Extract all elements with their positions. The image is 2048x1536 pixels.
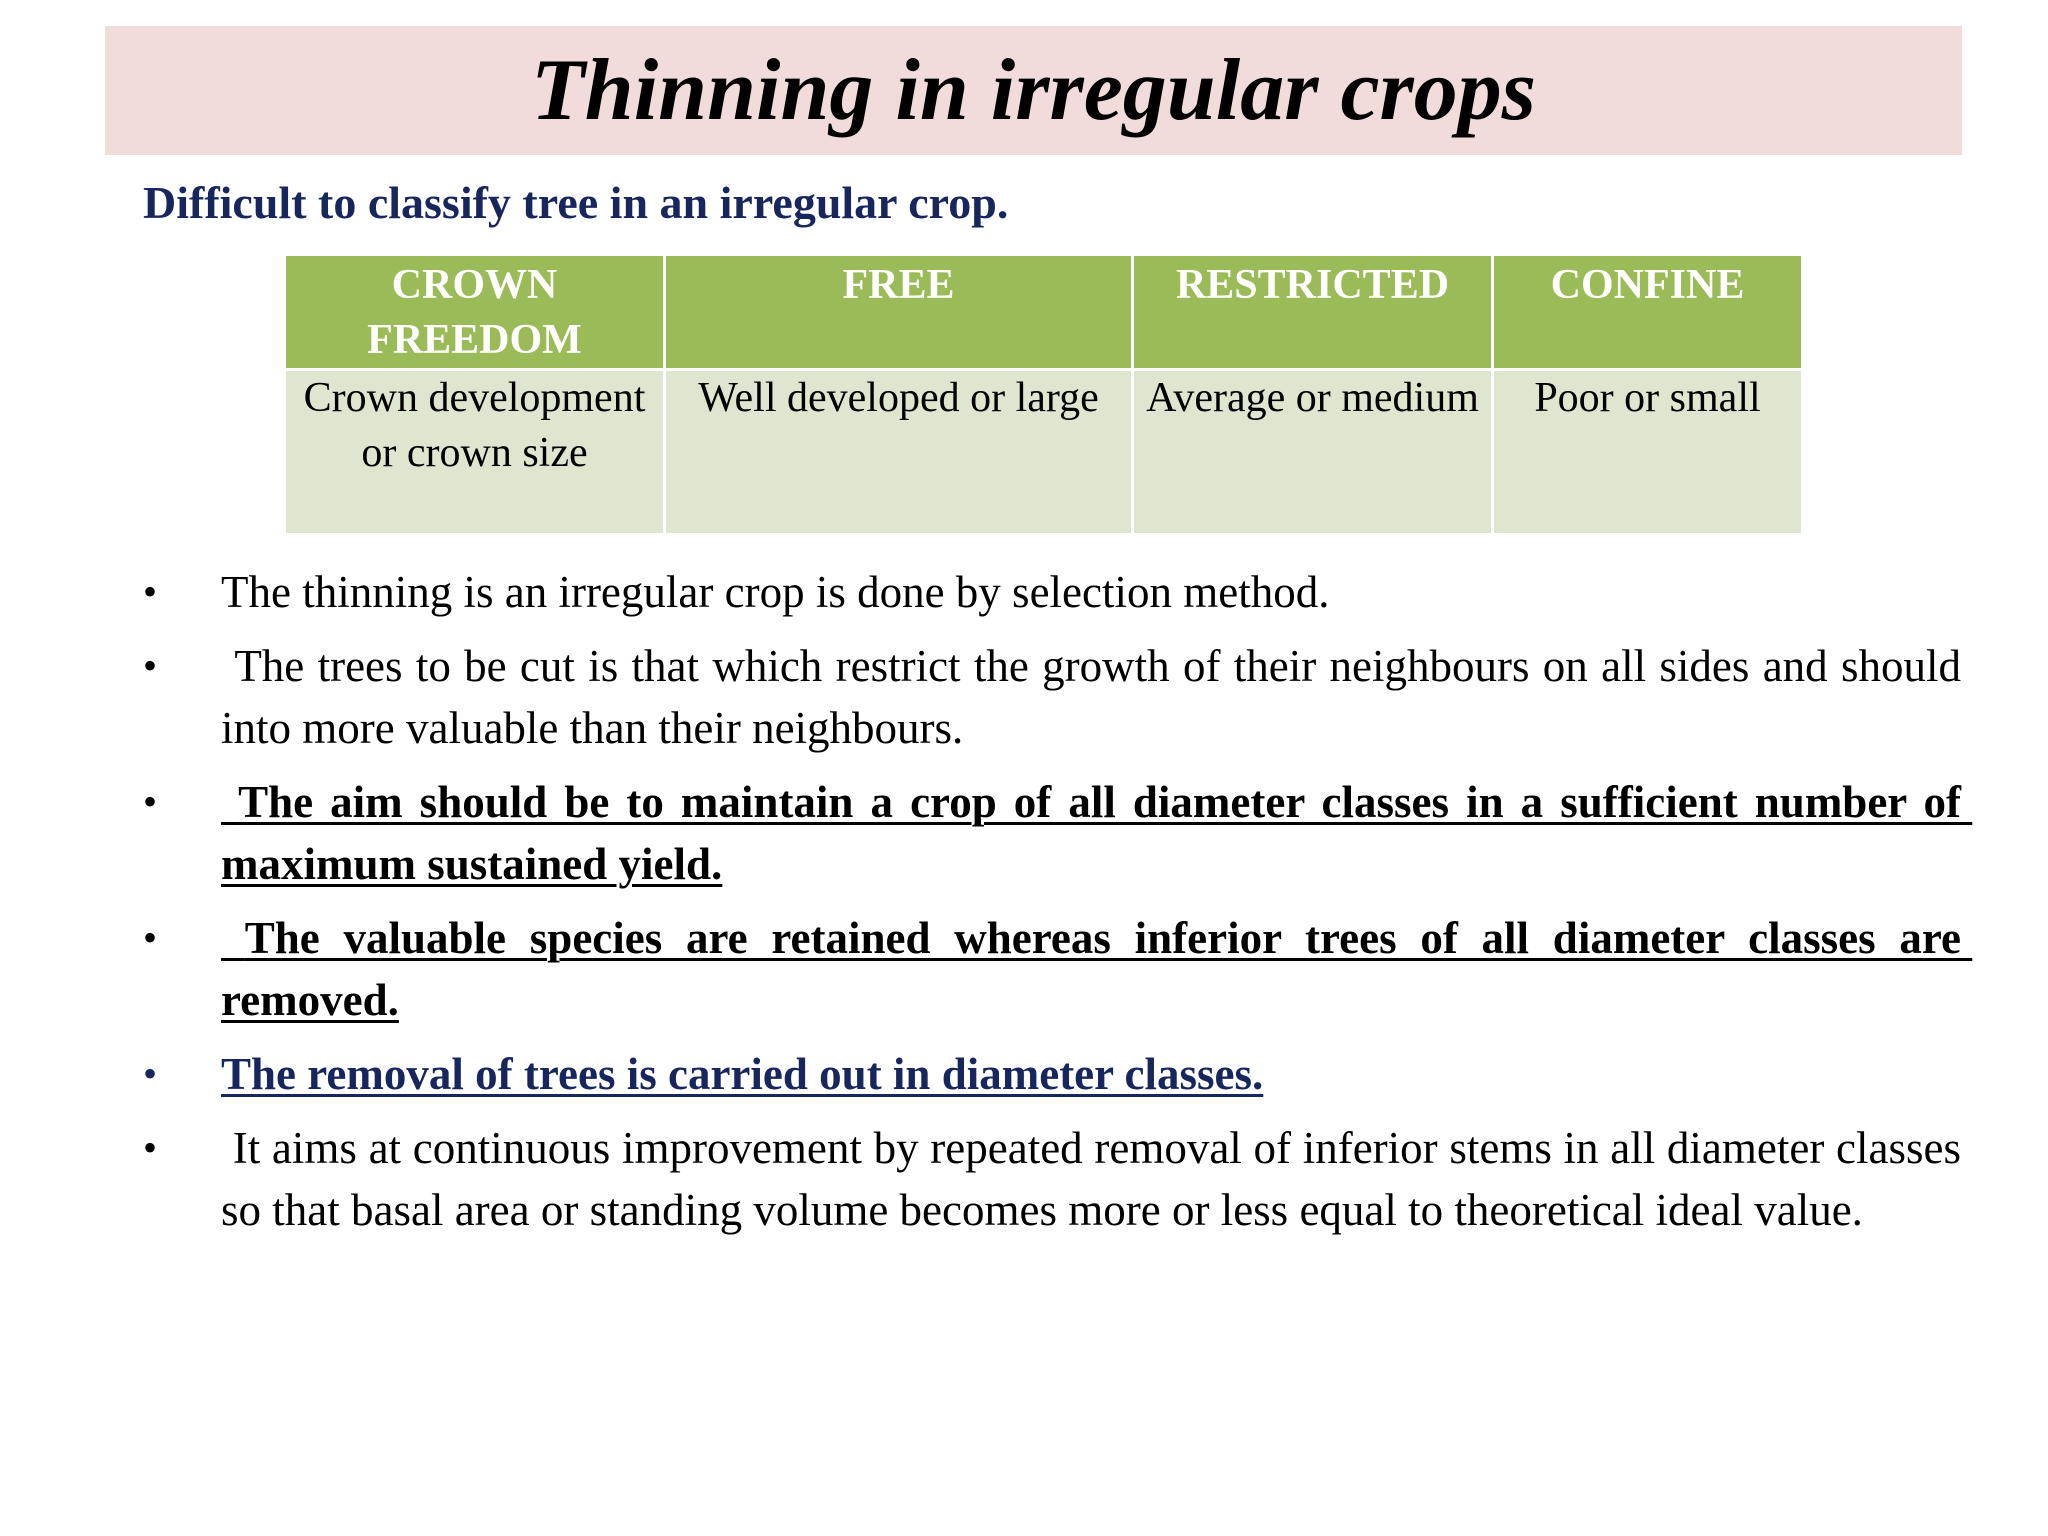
bullet-text: The trees to be cut is that which restrict the growth of their neighbours on all sides and should into more valuable than their neighbours. [221,641,1973,753]
bullet-text: It aims at continuous improvement by repeated removal of inferior stems in all diameter classes so that basal area or standing volume becomes more or less equal to theoretical ideal value. [221,1123,1973,1235]
bullet-marker: • [143,643,158,688]
table-cell: Poor or small [1493,370,1803,535]
table-cell: Average or medium [1133,370,1493,535]
table-cell: Crown development or crown size [285,370,665,535]
bullet-marker: • [143,1051,158,1096]
bullet-marker: • [143,569,158,614]
slide-title: Thinning in irregular crops [531,41,1536,139]
bullet-marker: • [143,779,158,824]
bullet-marker: • [143,915,158,960]
title-banner [105,26,1962,155]
slide-subtitle: Difficult to classify tree in an irregular crop. [143,177,1009,228]
table-header-cell: CROWN FREEDOM [285,255,665,370]
bullet-marker: • [143,1125,158,1170]
list-item [143,635,1973,759]
table-row [285,370,1803,535]
list-item [143,1117,1973,1241]
table-header-cell: RESTRICTED [1133,255,1493,370]
bullet-text: The valuable species are retained whereas inferior trees of all diameter classes are removed. [221,913,1973,1025]
table-header-cell: FREE [665,255,1133,370]
table-cell: Well developed or large [665,370,1133,535]
list-item [143,771,1973,895]
table-header-row [285,255,1803,370]
bullet-text: The removal of trees is carried out in diameter classes. [221,1049,1264,1099]
bullet-list [143,561,1973,1253]
list-item [143,561,1961,623]
table-header-cell: CONFINE [1493,255,1803,370]
bullet-text: The aim should be to maintain a crop of all diameter classes in a sufficient number of maximum sustained yield. [221,777,1973,889]
list-item [143,907,1973,1031]
bullet-text: The thinning is an irregular crop is done by selection method. [221,567,1330,617]
list-item [143,1043,1961,1105]
crown-freedom-table [283,253,1804,536]
